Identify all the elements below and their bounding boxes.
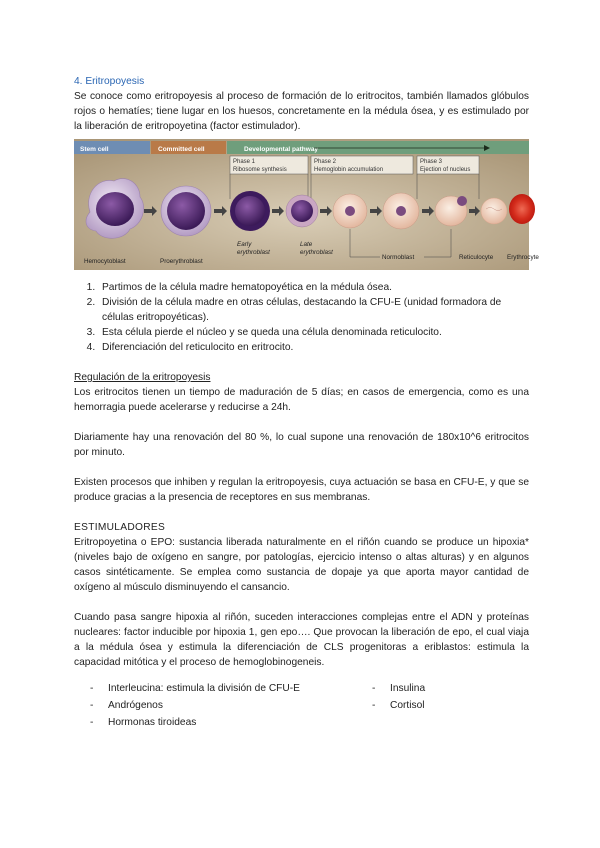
process-steps-list xyxy=(74,280,529,355)
list-item: - Cortisol xyxy=(356,697,425,714)
intro-paragraph: Se conoce como eritropoyesis al proceso de formación de lo eritrocitos, también llamados glóbulos rojos o hematíes; tiene lugar en los huesos, concretamente en la médula ósea, y es estimulado por la liberación de eritropoyetina (factor estimulador). xyxy=(74,91,529,132)
reticulocyte-label: Reticulocyte xyxy=(459,254,494,261)
hemocytoblast-nucleus xyxy=(96,192,134,226)
stimulators-list-right xyxy=(356,680,425,731)
ejected-nucleus xyxy=(457,196,467,206)
phase-3-title: Phase 3 xyxy=(420,159,443,165)
erythrocyte-label: Erythrocyte xyxy=(507,254,539,261)
erythropoiesis-figure xyxy=(74,139,539,270)
bullet-dash: - xyxy=(372,683,376,694)
list-item: - Insulina xyxy=(356,680,425,697)
early-erythroblast-label-2: erythroblast xyxy=(237,249,270,256)
early-erythroblast-nucleus xyxy=(235,196,265,226)
proerythroblast-nucleus xyxy=(167,192,205,230)
regulation-paragraph-1: Los eritrocitos tienen un tiempo de maduración de 5 días; en casos de emergencia, como es una hemorragia puede acelerarse y reducirse a 24h. xyxy=(74,387,529,413)
normoblast-label: Normoblast xyxy=(382,254,415,261)
late-erythroblast-nucleus xyxy=(291,200,313,222)
bullet-dash: - xyxy=(90,717,94,728)
reticulocyte-cell xyxy=(481,198,507,224)
phase-3-desc: Ejection of nucleus xyxy=(420,167,471,173)
stimulators-heading: ESTIMULADORES xyxy=(74,522,166,533)
bullet-dash: - xyxy=(372,700,376,711)
late-erythroblast-label-1: Late xyxy=(300,241,313,248)
hemocytoblast-label: Hemocytoblast xyxy=(84,258,126,265)
list-item: - Andrógenos xyxy=(74,697,356,714)
bullet-dash: - xyxy=(90,700,94,711)
stimulators-list-left xyxy=(74,680,356,731)
normoblast-nucleus xyxy=(396,206,406,216)
bullet-dash: - xyxy=(90,683,94,694)
regulation-paragraph-2: Diariamente hay una renovación del 80 %, lo cual supone una renovación de 180x10^6 eritrocitos por minuto. xyxy=(74,432,529,458)
stimulators-paragraph-2: Cuando pasa sangre hipoxia al riñón, suceden interacciones complejas entre el ADN y proteínas nucleares: factor inducible por hipoxia 1, gen epo…. Que provocan la liberación de epo, el cual viaja a la médula ósea y estimula la diferenciación de CLS progenitoras a eriblastos: estimula la capacidad mitótica y el proceso de hemoglobinogeneis. xyxy=(74,612,529,668)
list-item: - Interleucina: estimula la división de CFU-E xyxy=(74,680,356,697)
list-item: 4. Diferenciación del reticulocito en eritrocito. xyxy=(98,340,529,355)
phase-2-desc: Hemoglobin accumulation xyxy=(314,167,384,173)
phase-1-title: Phase 1 xyxy=(233,159,256,165)
phase-2-title: Phase 2 xyxy=(314,159,337,165)
early-erythroblast-label-1: Early xyxy=(237,241,252,248)
section-title: 4. Eritropoyesis xyxy=(74,76,145,87)
normoblast-precursor-nucleus xyxy=(345,206,355,216)
stimulators-paragraph-1: Eritropoyetina o EPO: sustancia liberada naturalmente en el riñón cuando se produce un hipoxia* (niveles bajo de oxígeno en sangre, por patologías, ejercicio intenso o altas alturas) y en algunos casos sintéticamente. Se emplea como sustancia de dopaje ya que aporta mayor cantidad de oxígeno al músculo disminuyendo el cansancio. xyxy=(74,537,529,593)
stimulators-list xyxy=(74,680,529,731)
list-item: 3. Esta célula pierde el núcleo y se queda una célula denominada reticulocito. xyxy=(98,325,529,340)
late-erythroblast-label-2: erythroblast xyxy=(300,249,333,256)
list-item: 1. Partimos de la célula madre hematopoyética en la médula ósea. xyxy=(98,280,529,295)
list-item: - Hormonas tiroideas xyxy=(74,714,356,731)
phase-1-desc: Ribosome synthesis xyxy=(233,167,287,173)
erythrocyte-cell xyxy=(509,194,535,224)
proerythroblast-label: Proerythroblast xyxy=(160,258,203,265)
regulation-heading: Regulación de la eritropoyesis xyxy=(74,372,211,383)
list-item: 2. División de la célula madre en otras células, destacando la CFU-E (unidad formadora de células eritropoyéticas). xyxy=(98,295,529,325)
document-page xyxy=(74,74,539,731)
stem-cell-label: Stem cell xyxy=(80,146,109,153)
regulation-paragraph-3: Existen procesos que inhiben y regulan la eritropoyesis, cuya actuación se basa en CFU-E, y que se produce gracias a la presencia de receptores en sus membranas. xyxy=(74,477,529,503)
developmental-pathway-label: Developmental pathway xyxy=(244,146,319,153)
committed-cell-label: Committed cell xyxy=(158,146,205,153)
